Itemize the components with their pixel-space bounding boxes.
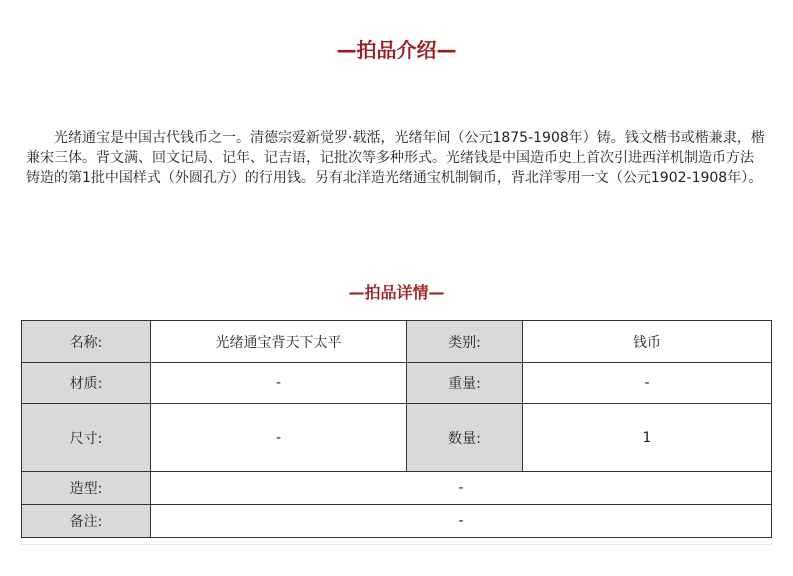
category-label: 类别: bbox=[407, 321, 523, 363]
name-label: 名称: bbox=[22, 321, 151, 363]
remarks-value: - bbox=[151, 505, 772, 538]
remarks-label: 备注: bbox=[22, 505, 151, 538]
quantity-label: 数量: bbox=[407, 404, 523, 472]
table-row bbox=[22, 321, 772, 363]
size-value: - bbox=[151, 404, 407, 472]
table-row bbox=[22, 505, 772, 538]
details-title: —拍品详情— bbox=[348, 283, 445, 302]
name-value: 光绪通宝背天下太平 bbox=[151, 321, 407, 363]
table-row bbox=[22, 363, 772, 404]
material-label: 材质: bbox=[22, 363, 151, 404]
table-row bbox=[22, 404, 772, 472]
details-table bbox=[21, 320, 772, 538]
weight-value: - bbox=[523, 363, 772, 404]
weight-label: 重量: bbox=[407, 363, 523, 404]
material-value: - bbox=[151, 363, 407, 404]
intro-paragraph: 光绪通宝是中国古代钱币之一。清德宗爱新觉罗·载湉，光绪年间（公元1875-1908年）铸。钱文楷书或楷兼隶，楷兼宋三体。背文满、回文记局、记年、记吉语，记批次等多种形式。光绪钱是中国造币史上首次引进西洋机制造币方法铸造的第1批中国样式（外圆孔方）的行用钱。另有北洋造光绪通宝机制铜币，背北洋零用一文（公元1902-1908年）。 bbox=[26, 130, 765, 186]
category-value: 钱币 bbox=[523, 321, 772, 363]
shape-label: 造型: bbox=[22, 472, 151, 505]
shape-value: - bbox=[151, 472, 772, 505]
size-label: 尺寸: bbox=[22, 404, 151, 472]
table-row bbox=[22, 472, 772, 505]
intro-title: —拍品介绍— bbox=[336, 38, 457, 62]
bottom-divider bbox=[21, 544, 771, 545]
quantity-value: 1 bbox=[523, 404, 772, 472]
